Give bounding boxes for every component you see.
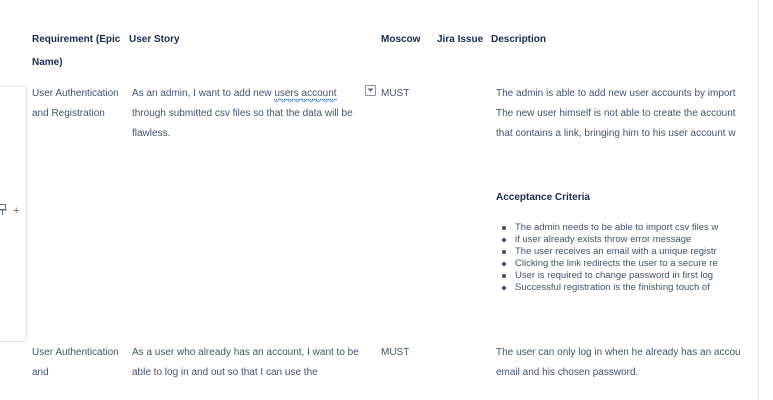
moscow-cell[interactable]: MUST [381, 88, 410, 99]
list-item: The admin needs to be able to import csv files w [497, 222, 759, 234]
list-item: Successful registration is the finishing touch of [497, 282, 759, 294]
column-header-moscow[interactable]: Moscow [381, 34, 421, 45]
column-divider [758, 0, 759, 400]
description-line: that contains a link, bringing him to his user account w [496, 128, 736, 139]
list-item: Clicking the link redirects the user to a secure re [497, 258, 759, 270]
user-story-cell[interactable] [132, 84, 364, 144]
list-item: if user already exists throw error message [497, 234, 759, 246]
user-story-text-prefix: As an admin, I want to add new [132, 88, 275, 99]
user-story-spellcheck-term[interactable]: users account [274, 88, 337, 99]
moscow-cell[interactable]: MUST [381, 347, 410, 358]
chevron-down-icon[interactable] [365, 85, 376, 96]
description-line: The admin is able to add new user accounts by import [496, 88, 736, 99]
requirement-cell[interactable]: User Authentication and [32, 347, 119, 378]
pin-icon[interactable] [0, 204, 7, 218]
column-header-user-story[interactable]: User Story [129, 34, 180, 45]
list-item: The user receives an email with a unique registr [497, 246, 759, 258]
requirement-cell[interactable]: User Authentication and Registration [32, 88, 119, 119]
user-story-cell[interactable]: As a user who already has an account, I want to be able to log in and out so that I can use the [132, 347, 359, 378]
acceptance-criteria-heading: Acceptance Criteria [496, 192, 590, 203]
plus-icon[interactable]: + [13, 205, 20, 217]
column-header-jira-issue[interactable]: Jira Issue [437, 34, 484, 45]
description-line: The new user himself is not able to create the account [496, 108, 736, 119]
description-line: The user can only log in when he already has an accou [496, 347, 741, 358]
description-line: email and his chosen password. [496, 367, 639, 378]
row-tools [0, 204, 19, 218]
list-item: User is required to change password in first log [497, 270, 759, 282]
user-story-text-suffix: through submitted csv files so that the data will be flawless. [132, 108, 353, 139]
column-header-description[interactable]: Description [491, 34, 547, 45]
column-header-requirement[interactable]: Requirement (Epic Name) [32, 34, 121, 68]
acceptance-criteria-list [497, 222, 759, 294]
